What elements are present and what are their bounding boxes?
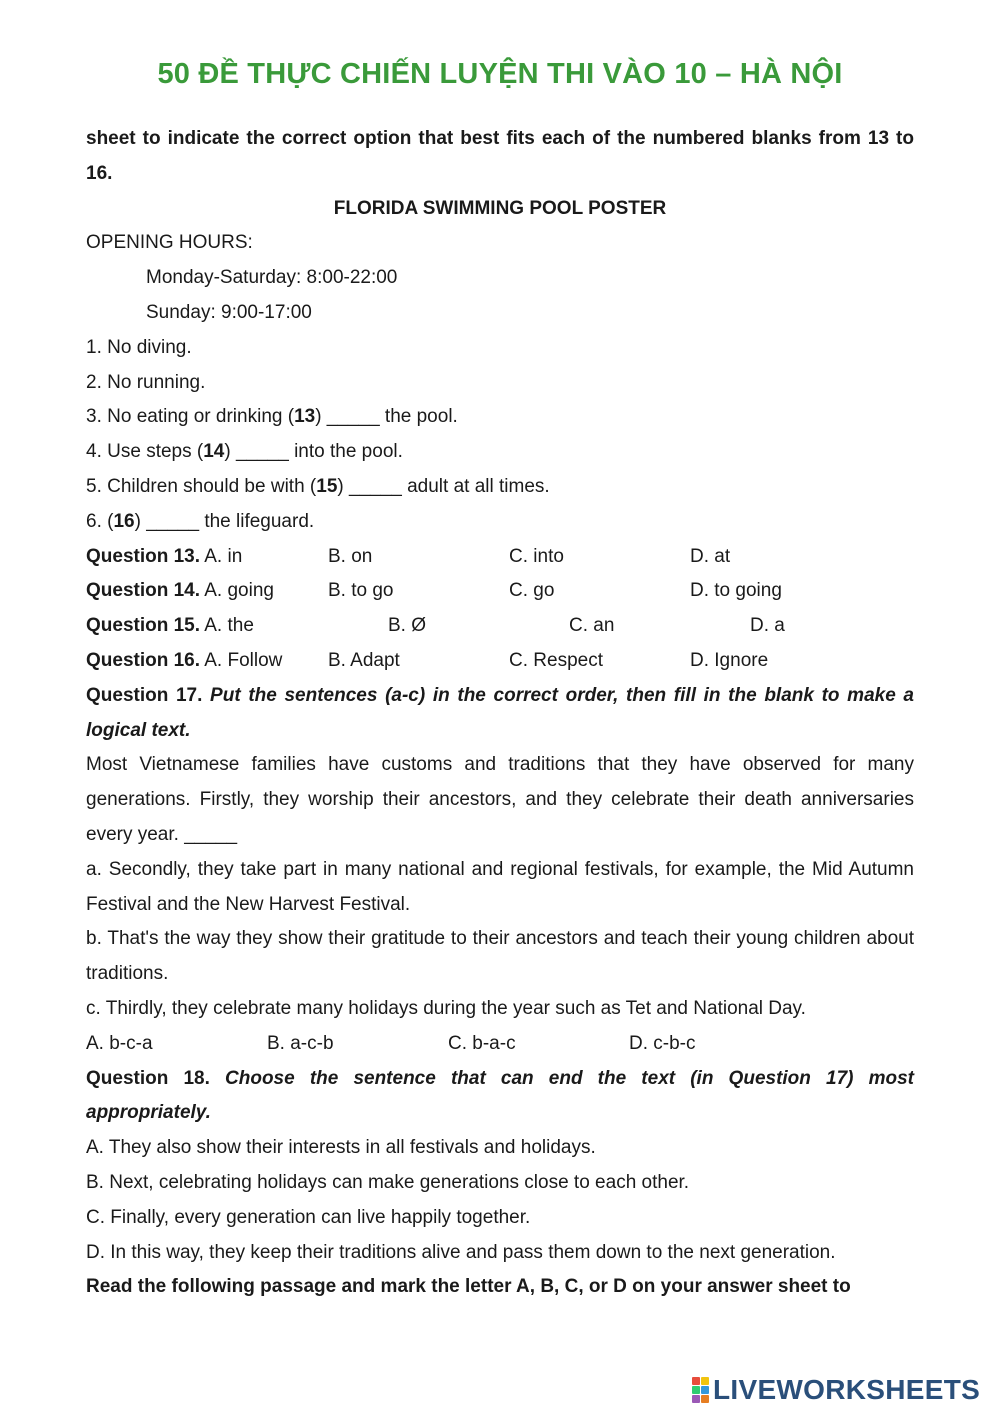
hours-label: OPENING HOURS: (86, 232, 253, 254)
option-a[interactable]: A. Follow (200, 649, 283, 671)
q17-sentence-a: a. Secondly, they take part in many national and regional festivals, for example, the Mid Autumn Festival and the New Harvest Festival. (86, 858, 914, 915)
option-a[interactable]: A. the (200, 615, 254, 637)
question-16 (86, 644, 914, 679)
page-title: 50 ĐỀ THỰC CHIẾN LUYỆN THI VÀO 10 – HÀ NỘI (157, 58, 843, 90)
option-c[interactable]: C. go (509, 580, 555, 602)
option-d[interactable]: D. to going (690, 580, 782, 602)
blank-number: 15 (316, 475, 338, 497)
option-c[interactable]: C. into (509, 545, 564, 567)
option-b[interactable]: B. to go (328, 580, 394, 602)
option-a[interactable]: A. in (200, 545, 243, 567)
option-b[interactable]: B. Adapt (328, 649, 400, 671)
option-d[interactable]: D. at (690, 545, 731, 567)
rule-6: 6. (16) _____ the lifeguard. (86, 510, 315, 532)
question-18-heading (86, 1062, 914, 1132)
logo-square (701, 1386, 709, 1394)
question-13 (86, 540, 914, 575)
option-b[interactable]: B. a-c-b (267, 1032, 334, 1054)
question-label: Question 16. (86, 649, 201, 671)
option-a[interactable]: A. They also show their interests in all festivals and holidays. (86, 1137, 596, 1159)
rule-3: 3. No eating or drinking (13) _____ the pool. (86, 406, 458, 428)
question-instruction: Choose the sentence that can end the text (in Question 17) most appropriately. (86, 1067, 915, 1124)
q17-passage: Most Vietnamese families have customs and traditions that they have observed for many generations. Firstly, they worship their ancestors, and they celebrate their death anniversaries every year. _____ (86, 754, 914, 845)
option-c[interactable]: C. Finally, every generation can live happily together. (86, 1206, 531, 1228)
poster-title: FLORIDA SWIMMING POOL POSTER (333, 197, 667, 219)
option-b[interactable]: B. on (328, 545, 373, 567)
option-a[interactable]: A. b-c-a (86, 1032, 153, 1054)
logo-square (701, 1377, 709, 1385)
option-d[interactable]: D. In this way, they keep their traditions alive and pass them down to the next generation. (86, 1241, 836, 1263)
option-d[interactable]: D. c-b-c (629, 1032, 696, 1054)
hours-weekday: Monday-Saturday: 8:00-22:00 (146, 267, 398, 289)
blank-number: 14 (203, 441, 225, 463)
logo-square (692, 1377, 700, 1385)
option-d[interactable]: D. Ignore (690, 649, 769, 671)
footer-instruction: Read the following passage and mark the letter A, B, C, or D on your answer sheet to (86, 1276, 851, 1298)
option-b[interactable]: B. Next, celebrating holidays can make generations close to each other. (86, 1171, 690, 1193)
logo-square (692, 1386, 700, 1394)
logo-square (701, 1395, 709, 1403)
worksheet-content (86, 122, 914, 1305)
rule-1: 1. No diving. (86, 336, 192, 358)
blank-number: 16 (113, 510, 135, 532)
intro-text: sheet to indicate the correct option that best fits each of the numbered blanks from 13 to 16. (86, 128, 914, 184)
question-instruction: Put the sentences (a-c) in the correct order, then fill in the blank to make a logical text. (86, 684, 914, 741)
option-c[interactable]: C. Respect (509, 649, 603, 671)
question-label: Question 13. (86, 545, 201, 567)
logo-square (692, 1395, 700, 1403)
question-label: Question 17. (86, 684, 203, 706)
rule-5: 5. Children should be with (15) _____ adult at all times. (86, 475, 550, 497)
option-c[interactable]: C. b-a-c (448, 1032, 516, 1054)
question-14 (86, 574, 914, 609)
q17-sentence-c: c. Thirdly, they celebrate many holidays during the year such as Tet and National Day. (86, 997, 806, 1019)
q17-sentence-b: b. That's the way they show their gratitude to their ancestors and teach their young children about traditions. (86, 928, 914, 985)
question-15 (86, 609, 914, 644)
q17-options (86, 1027, 914, 1062)
rule-4: 4. Use steps (14) _____ into the pool. (86, 441, 403, 463)
option-a[interactable]: A. going (200, 580, 274, 602)
blank-number: 13 (294, 406, 316, 428)
question-label: Question 18. (86, 1067, 210, 1089)
liveworksheets-logo (692, 1372, 980, 1408)
option-c[interactable]: C. an (569, 615, 615, 637)
question-label: Question 14. (86, 580, 201, 602)
logo-text: LIVEWORKSHEETS (713, 1374, 981, 1405)
option-b[interactable]: B. Ø (388, 615, 427, 637)
question-17-heading (86, 679, 914, 749)
hours-sunday: Sunday: 9:00-17:00 (146, 301, 312, 323)
rule-2: 2. No running. (86, 371, 206, 393)
logo-icon (692, 1377, 709, 1403)
question-label: Question 15. (86, 615, 201, 637)
option-d[interactable]: D. a (750, 615, 785, 637)
